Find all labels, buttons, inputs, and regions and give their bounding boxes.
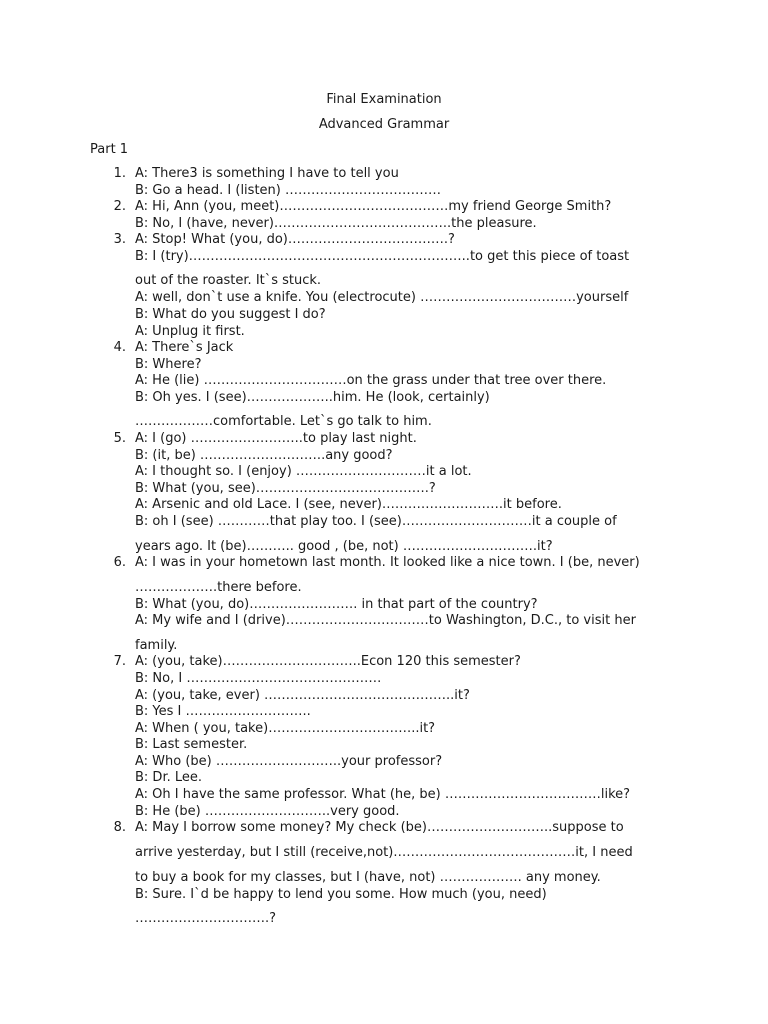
question-line: A: When ( you, take)……………………………..it? (135, 721, 436, 736)
question-number: 8. (113, 820, 126, 835)
question-number: 2. (113, 199, 126, 214)
question-number: 6. (113, 555, 126, 570)
question-line: B: Yes I ……………………….. (135, 704, 311, 719)
question-line: B: Sure. I`d be happy to lend you some. How much (you, need) (135, 887, 547, 902)
question-line: A: (you, take)…………………………..Econ 120 this semester? (135, 654, 521, 669)
question-line: B: No, I (have, never)…………………………………..the pleasure. (135, 216, 537, 231)
question-line: ………………comfortable. Let`s go talk to him. (135, 414, 432, 429)
question-number: 5. (113, 431, 126, 446)
question-line: B: Go a head. I (listen) ……………………………… (135, 183, 441, 198)
document-title: Final Examination (326, 92, 442, 107)
question-line: B: I (try)………………………………………………………..to get this piece of toast (135, 249, 630, 264)
question-number: 3. (113, 232, 126, 247)
question-line: arrive yesterday, but I still (receive,not)……………………………………it, I need (135, 845, 633, 860)
question-line: ………………………….? (135, 911, 277, 926)
question-line: family. (135, 638, 178, 653)
question-line: A: (you, take, ever) ……………………………………..it? (135, 688, 470, 703)
question-line: A: My wife and I (drive)……………………………to Washington, D.C., to visit her (135, 613, 636, 628)
question-line: B: Last semester. (135, 737, 248, 752)
question-line: A: I (go) ……………………..to play last night. (135, 431, 417, 446)
question-line: B: (it, be) ………………………..any good? (135, 448, 393, 463)
question-line: A: Stop! What (you, do)……………………………….? (135, 232, 455, 247)
question-line: B: Oh yes. I (see)………………..him. He (look, certainly) (135, 390, 490, 405)
question-line: A: There3 is something I have to tell you (135, 166, 399, 181)
question-line: ……………….there before. (135, 580, 302, 595)
question-line: B: What (you, do)……………………. in that part of the country? (135, 597, 538, 612)
question-line: B: What do you suggest I do? (135, 307, 326, 322)
question-line: to buy a book for my classes, but I (have, not) ………………. any money. (135, 870, 601, 885)
question-line: A: Hi, Ann (you, meet)…………………………………my friend George Smith? (135, 199, 612, 214)
question-line: B: What (you, see)………………………………….? (135, 481, 436, 496)
question-number: 7. (113, 654, 126, 669)
question-number: 1. (113, 166, 126, 181)
question-line: years ago. It (be)……….. good , (be, not) ………………………….it? (135, 539, 553, 554)
question-line: A: Arsenic and old Lace. I (see, never)……………………….it before. (135, 497, 562, 512)
question-line: A: He (lie) ……………………………on the grass under that tree over there. (135, 373, 607, 388)
question-number: 4. (113, 340, 126, 355)
question-line: B: Where? (135, 357, 202, 372)
question-line: A: I was in your hometown last month. It looked like a nice town. I (be, never) (135, 555, 640, 570)
part-heading: Part 1 (90, 142, 129, 157)
question-line: A: well, don`t use a knife. You (electrocute) ………………………………yourself (135, 290, 629, 305)
question-line: B: Dr. Lee. (135, 770, 202, 785)
question-line: A: There`s Jack (135, 340, 234, 355)
question-line: A: May I borrow some money? My check (be)………………………..suppose to (135, 820, 624, 835)
question-line: B: oh I (see) …………that play too. I (see)…………………………it a couple of (135, 514, 617, 529)
document-subtitle: Advanced Grammar (318, 117, 450, 132)
question-line: A: Who (be) ………………………..your professor? (135, 754, 443, 769)
question-line: A: I thought so. I (enjoy) …………………………it a lot. (135, 464, 472, 479)
question-line: out of the roaster. It`s stuck. (135, 273, 322, 288)
question-line: B: He (be) ………………………..very good. (135, 804, 400, 819)
question-line: B: No, I ……………………………………… (135, 671, 382, 686)
question-line: A: Unplug it first. (135, 324, 245, 339)
question-line: A: Oh I have the same professor. What (he, be) ………………………………like? (135, 787, 631, 802)
